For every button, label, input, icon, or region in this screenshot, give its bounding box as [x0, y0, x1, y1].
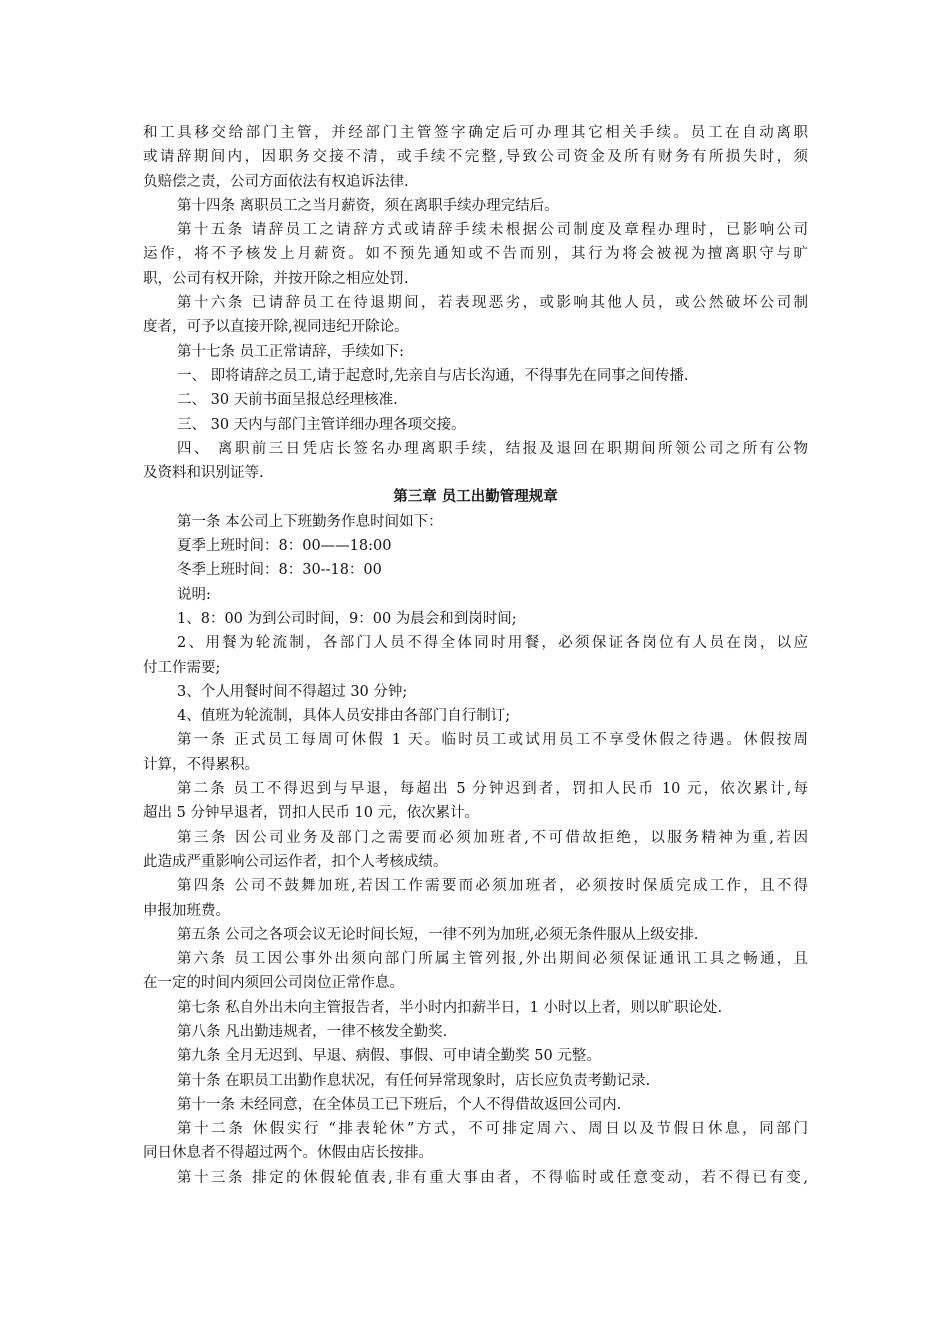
article-3: 第三条 因公司业务及部门之需要而必须加班者,不可借故拒绝，以服务精神为重,若因: [177, 829, 808, 846]
note-item: 1、8：00 为到公司时间，9：00 为晨会和到岗时间;: [177, 610, 517, 627]
document-body: [143, 121, 808, 1190]
note-item: 4、值班为轮流制，具体人员安排由各部门自行制订;: [177, 708, 511, 725]
note-item: 3、个人用餐时间不得超过 30 分钟;: [177, 683, 408, 700]
article-11: 第十一条 未经同意，在全体员工已下班后，个人不得借故返回公司内.: [177, 1096, 622, 1113]
paragraph-line: 在一定的时间内须回公司岗位正常作息。: [143, 975, 404, 992]
article-12: 第十二条 休假实行 “排表轮休”方式，不可排定周六、周日以及节假日休息，同部门: [177, 1121, 808, 1138]
article-1-leave: 第一条 正式员工每周可休假 1 天。临时员工或试用员工不享受休假之待遇。休假按周: [177, 732, 808, 749]
paragraph-line: 运作，将不予核发上月薪资。如不预先通知或不告而别，其行为将会被视为擅离职守与旷: [143, 246, 808, 263]
article-10: 第十条 在职员工出勤作息状况，有任何异常现象时，店长应负责考勤记录.: [177, 1072, 651, 1089]
notes-label: 说明:: [177, 586, 211, 603]
list-item: 三、 30 天内与部门主管详细办理各项交接。: [177, 416, 466, 433]
article-17: 第十七条 员工正常请辞，手续如下:: [177, 343, 404, 360]
paragraph-line: 超出 5 分钟早退者，罚扣人民币 10 元，依次累计。: [143, 805, 480, 822]
paragraph-line: 负赔偿之责，公司方面依法有权追诉法律.: [143, 173, 409, 190]
article-15: 第十五条 请辞员工之请辞方式或请辞手续未根据公司制度及章程办理时，已影响公司: [177, 222, 808, 239]
paragraph-line: 付工作需要;: [143, 659, 221, 676]
summer-hours: 夏季上班时间：8：00——18:00: [177, 538, 392, 555]
paragraph-line: 此造成严重影响公司运作者，扣个人考核成绩。: [143, 853, 448, 870]
article-9: 第九条 全月无迟到、早退、病假、事假、可申请全勤奖 50 元整。: [177, 1048, 601, 1065]
paragraph-line: 和工具移交给部门主管，并经部门主管签字确定后可办理其它相关手续。员工在自动离职: [143, 125, 808, 141]
paragraph-line: 及资料和识别证等.: [143, 465, 264, 482]
paragraph-line: 计算，不得累积。: [143, 756, 259, 773]
article-16: 第十六条 已请辞员工在待退期间，若表现恶劣，或影响其他人员，或公然破坏公司制: [177, 295, 808, 312]
article-1: 第一条 本公司上下班勤务作息时间如下：: [177, 513, 443, 530]
list-item: 一、 即将请辞之员工,请于起意时,先亲自与店长沟通，不得事先在同事之间传播.: [177, 367, 689, 384]
note-item: 2、用餐为轮流制，各部门人员不得全体同时用餐，必须保证各岗位有人员在岗，以应: [177, 635, 808, 652]
list-item: 四、 离职前三日凭店长签名办理离职手续，结报及退回在职期间所领公司之所有公物: [177, 440, 808, 457]
paragraph-line: 同日休息者不得超过两个。休假由店长按排。: [143, 1145, 433, 1162]
chapter-heading: 第三章 员工出勤管理规章: [393, 489, 558, 506]
article-6: 第六条 员工因公事外出须向部门所属主管列报,外出期间必须保证通讯工具之畅通，且: [177, 951, 808, 968]
list-item: 二、 30 天前书面呈报总经理核准.: [177, 392, 398, 409]
article-8: 第八条 凡出勤违规者，一律不核发全勤奖.: [177, 1023, 448, 1040]
article-14: 第十四条 离职员工之当月薪资，须在离职手续办理完结后。: [177, 197, 559, 214]
article-13: 第十三条 排定的休假轮值表,非有重大事由者，不得临时或任意变动，若不得已有变,: [177, 1169, 808, 1186]
article-5: 第五条 公司之各项会议无论时间长短，一律不列为加班,必须无条件服从上级安排.: [177, 926, 699, 943]
paragraph-line: 职，公司有权开除，并按开除之相应处罚.: [143, 270, 409, 287]
article-7: 第七条 私自外出未向主管报告者，半小时内扣薪半日，1 小时以上者，则以旷职论处.: [177, 999, 723, 1016]
winter-hours: 冬季上班时间：8：30--18：00: [177, 562, 382, 579]
article-2: 第二条 员工不得迟到与早退，每超出 5 分钟迟到者，罚扣人民币 10 元，依次累计,每: [177, 781, 808, 798]
paragraph-line: 申报加班费。: [143, 902, 230, 919]
paragraph-line: 度者，可予以直接开除,视同违纪开除论。: [143, 319, 409, 336]
paragraph-line: 或请辞期间内，因职务交接不清，或手续不完整,导致公司资金及所有财务有所损失时，须: [143, 149, 808, 166]
article-4: 第四条 公司不鼓舞加班,若因工作需要而必须加班者，必须按时保质完成工作，且不得: [177, 878, 808, 895]
